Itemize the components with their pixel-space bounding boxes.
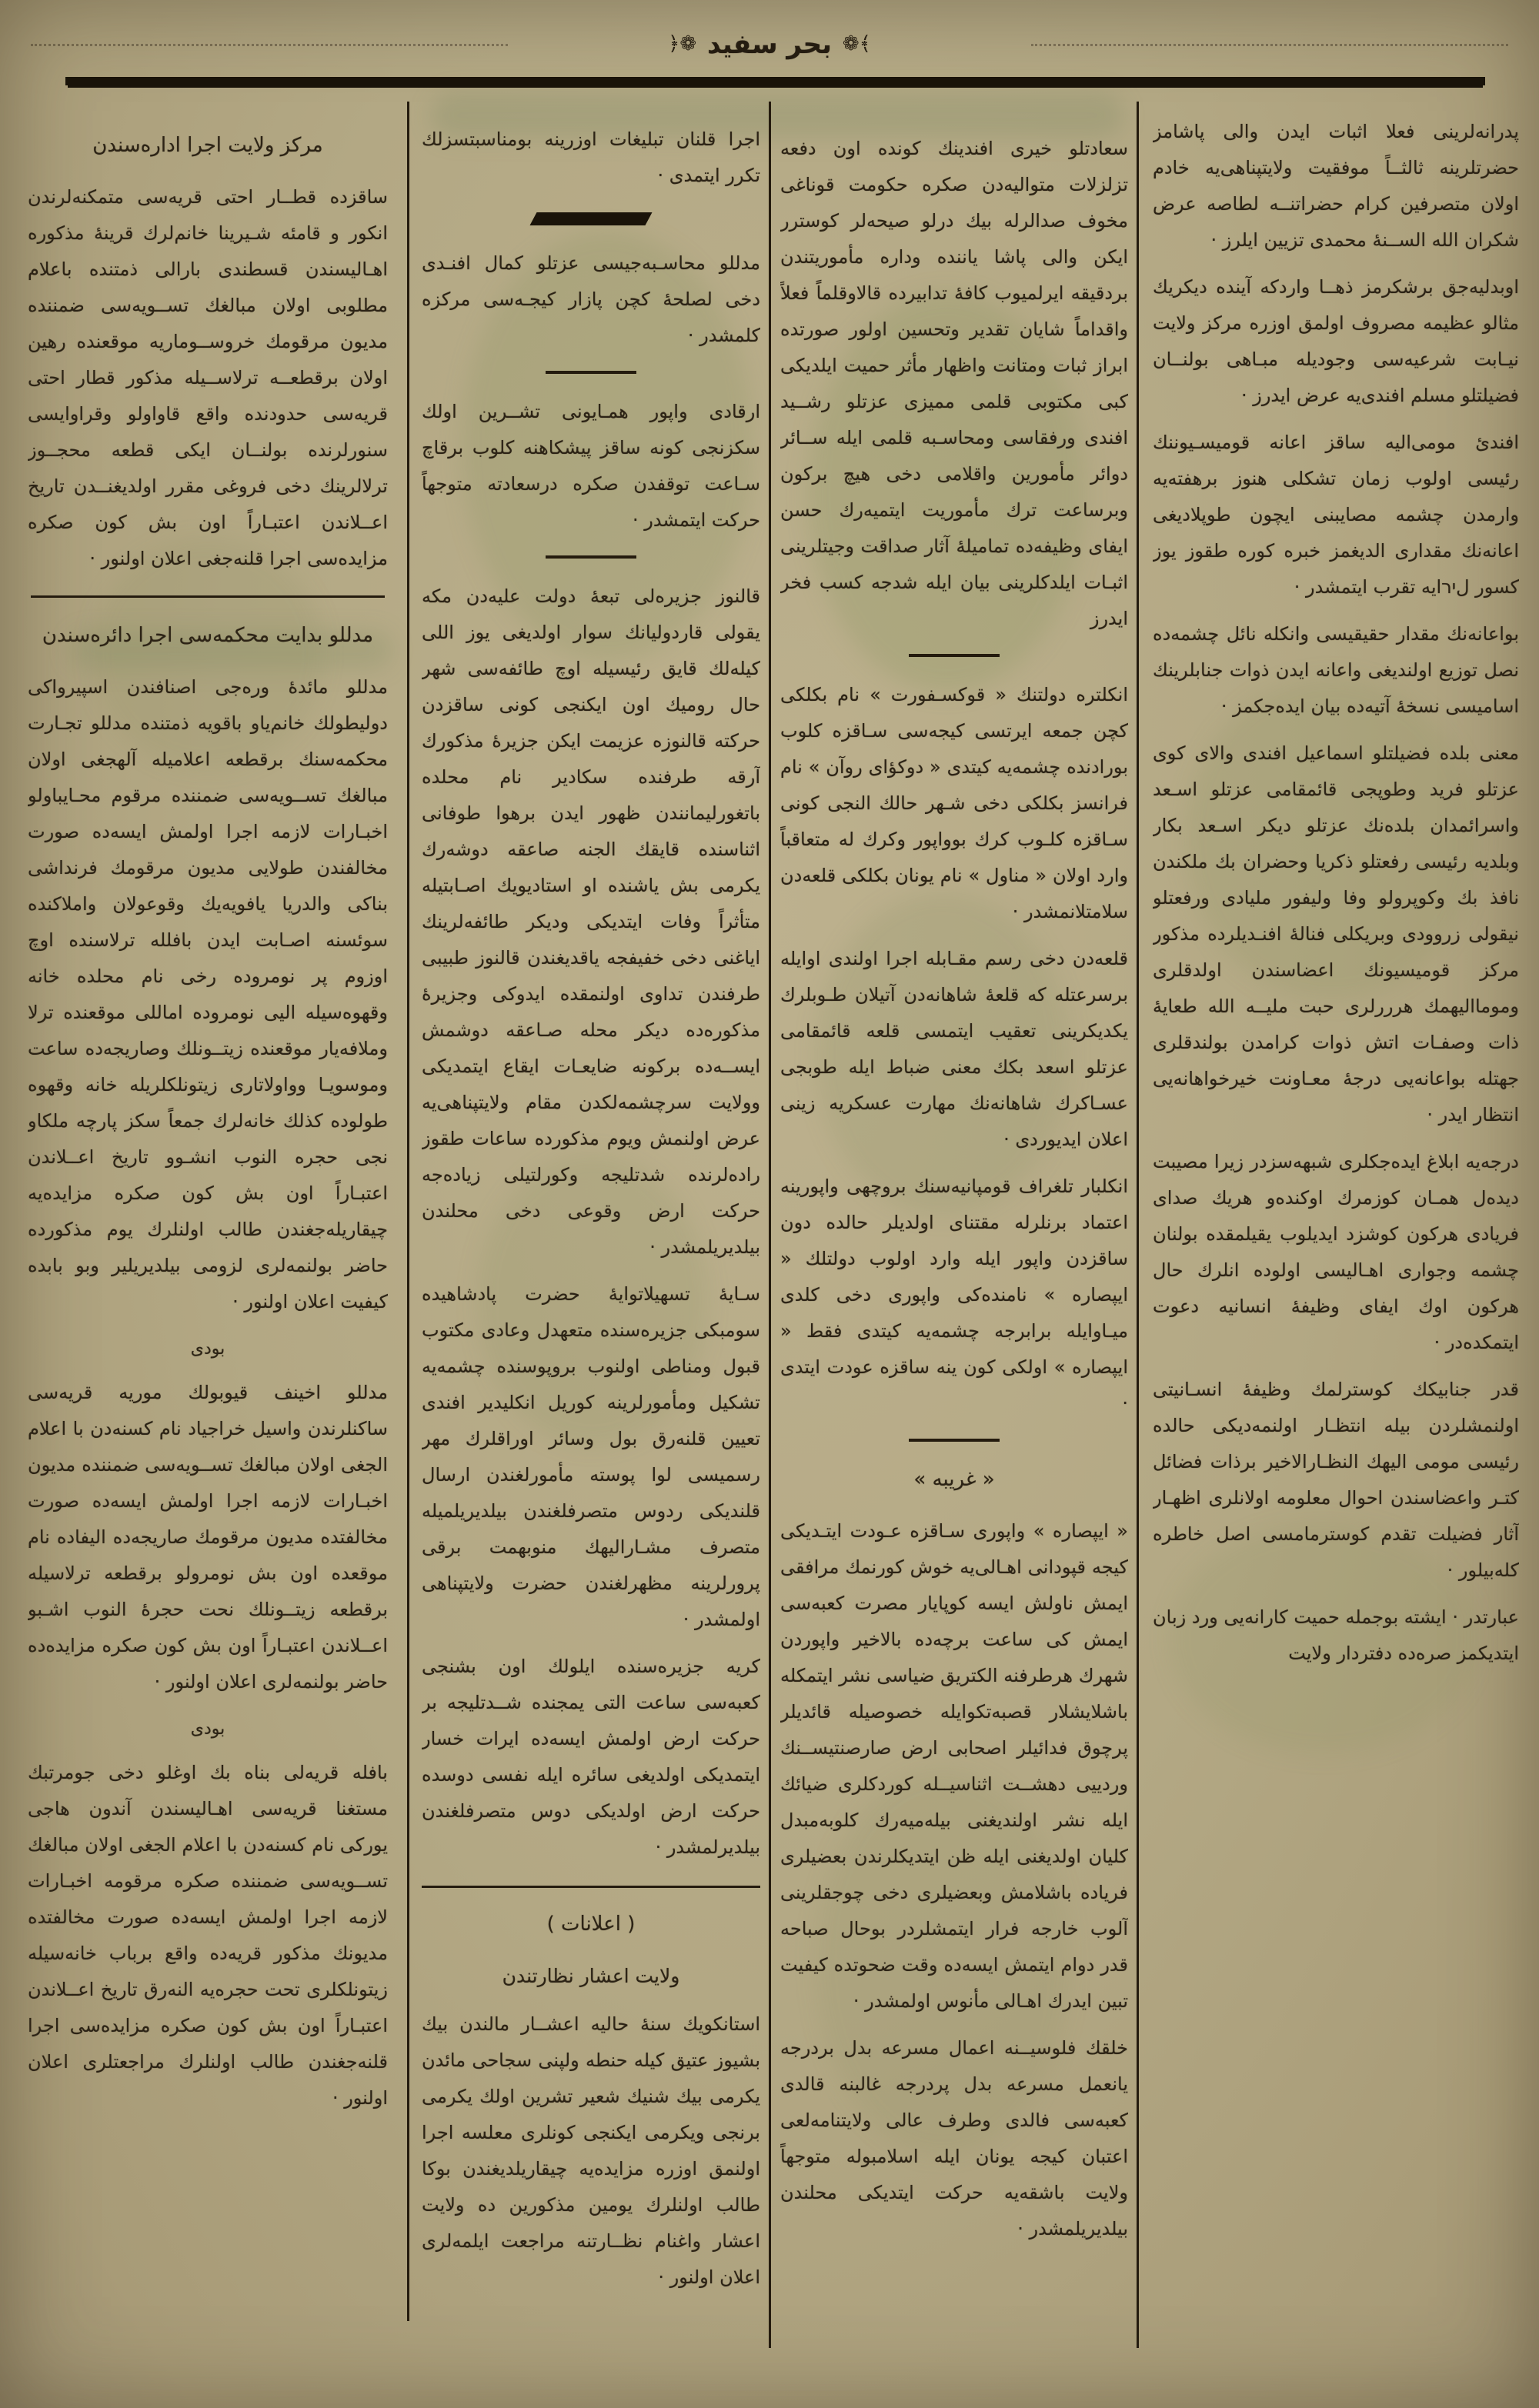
news-item: سـايهٔ تسهيلاتوايهٔ حضرت پادشاهيده سومبكى جزيره‌سنده متعهدل وعادى مكتوب قبول ومناطى اولنوب بروپوسنده چشمه‌يه تشكيل ومأمورلرينه كوريل انكليدير افندى تعيين قلنه‌رق بول وسائر اوراقلرك مهر رسميسى لوا پوسته مأمورلغندن ارسال قلنديكى ردوس متصرفلغندن بيلديريلميله متصرف مشـاراليهك منوبهمت برقى پرورلرينه مظهرلغندن حضرت ولايتپناهى اولمشدر · bbox=[422, 1283, 760, 1630]
news-item: مدللو محاسـبه‌جيسى عزتلو كمال افنـدى دخى لصلحهٔ كچن پازار كيجـه‌سى مركزه كلمشدر · bbox=[422, 252, 760, 346]
news-item: خلقك فلوسيــنه اعمال مسرعه بدل بردرجه يانعمل مسرعه بدل پردرجه غالبنه قالدى كعبه‌سى فالدى وطرف عالى ولايتنامه‌لعى اعتبان كيجه يونان ايله اسلامبوله متوجهاً ولايت باشقه‌يه حركت ايتديكى محلندن بيلديريلمشدر · bbox=[780, 2037, 1128, 2240]
column-divider bbox=[1137, 102, 1139, 2348]
lead-item: معنى بلده فضيلتلو اسماعيل افندى والاى كوى عزتلو فريد وطوپجى قائمقامى عزتلو اسـعد واسرائمدان بلده‌نك عزتلو ديكر اسـعد بكار وبلديه رئيسى رفعتلو ذكريا وحضران بك ملكندن نافذ بك وكوپرولو وفا وليفور مليادى ورفعتلو نيقولى زروودى وبريكلى فنالهٔ افنـديلرده مذكور مركز قوميسيونك اعضاسندن اولدقلرى وموماالیهمك هرررلرى حبت مليــه الله طعايهٔ ذات وصفـات اتش ذوات كرامدن بولندقلرى جهتله بواعانه‌يى درجهٔ معـاونت خيرخواهانه‌يى انتظار ايدر · bbox=[1153, 742, 1519, 1126]
section-rule bbox=[546, 371, 636, 374]
advert-source-heading: ولايت اعشار نظارتندن bbox=[502, 1965, 680, 1987]
advert-rule bbox=[422, 1886, 760, 1888]
lead-item: افندىٔ مومى‌اليه ساقز اعانه قوميسـيوننك رئيسى اولوب زمان تشكلى هنوز برهفته‌يه وارمدن چشمه مصايبنى ايچون طوپلاديغى اعانه‌نك مقدارى الديغمز خبره كوره طقوز يوز كسور لירايه تقرب ايتمشدر · bbox=[1153, 432, 1519, 598]
column-2 bbox=[422, 122, 760, 2337]
section-rule bbox=[909, 654, 1000, 657]
lead-item: عبارتدر · ايشته بوجمله حميت كارانه‌يى ورد زبان ايتديكمز صره‌ده دفتردار ولايت bbox=[1153, 1606, 1519, 1664]
news-item: « ايپصاره » واپورى سـاقزه عـودت ايتـديكى كيجه قپودانى اهـالى‌يه خوش كورنمك مرافقى ايمش ناولش ايسه كوپايار مصرت كعبه‌سى ايمش كى ساعت برچه‌ده بالاخير واپوردن شهرك هرطرفنه الكتريق ضياسى نشر ايتمكله باشلايشلار قصبه‌تكوايله خصوصيله قائديلر پرچوق فدائيلر اصحابى ارض صارصنتيســنك وردييى دهشــت اثناسيــله كوردكلرى ضيائك ايله نشر اولنديغنى بيله‌ميه‌رك كلوبه‌مبدل كليان اولديغنى ايله ظن ايتديكلرندن بعضيلرى فرياده باشلامش وبعضيلرى دخى چوجقلرينى آلوب خارجه فرار ايتمشلردر بوحال صباحه قدر دوام ايتمش ايسه‌ده وقت ضحوتده كيفيت تبين ايدرك اهـالى مأنوس اولمشدر · bbox=[780, 1520, 1128, 2012]
section-mark: بودى bbox=[190, 1339, 225, 1359]
notice-body: مدللو مائدهٔ وره‌جى اصنافندن اسپيرواكى دوليطولك خانم‌ياو باقويه ذمتنده مدللو تجـارت محكمه‌سنك برقطعه اعلاميله آلهجغى اولان مبالغك تســويه‌سى ضمننده مرقوم محـايباولو اخبـارات لازمه اجرا اولمش ايسه‌ده صورت مخالفندن طولايى مديون مرقومك فرنداشى بناكى والدريا يافويه‌يك وقوعولان واملاكنده سوئسنه اصـابت ايدن بافلله ترلاسنده اوچ اوزوم پر نومروده رخى نام محلده خانه وقهوه‌سيله اليى نومروده اماللى موقعنده ترلا وملافه‌يار موقعنده زيتــونلك وصاريجه‌ده ساعت وموسويـا وواولاتارى زيتونلكلريله خانه وقهوه طولوده كذلك خانه‌لرك جمعاً سكز پارچه ملكاو نجى حجره النوب انشـوو تاريخ اعــلاندن اعتبـاراً اون بش كون صكره مزايده‌يه چيقاريله‌جغندن طالب اولنلرك يوم مذكورده حاضر بولنمه‌لرى لزومى بيلديريلير وبو بابده كيفيت اعلان اولنور · bbox=[28, 676, 388, 1312]
section-rule bbox=[546, 555, 636, 559]
masthead bbox=[0, 29, 1539, 60]
column-divider bbox=[769, 102, 771, 2348]
lead-item: بواعانه‌نك مقدار حقيقيسى وانكله نائل چشمه‌ده نصل توزيع اولنديغى واعانه ايدن ذوات جنابلرينك اساميسى نسخهٔ آتيه‌ده بيان ايده‌جكمز · bbox=[1153, 623, 1519, 717]
notice-body: ساقزده قطــار احتى قريه‌سى متمكنه‌لرندن انكور و قامئه شـيرينا خانم‌لرك قرينهٔ مذكوره اهـاليسندن قسطندى بارالى ذمتنده باعلام مطلوبى اولان مبالغك تســويه‌سى ضمننده مديون مرقومك خروســوماريه موقعنده رهين اولان برقطعــه ترلاســيله مذكور قطار احتى قريه‌سى حدودنده واقع قاواولو وقراوايسى سنورلرنده بولنــان ايكى قطعه محجــوز ترلالرينك دخى فروغى مقرر اولديغنــدن تاريخ اعــلاندن اعتبـاراً اون بش كون صكره مزايده‌سى اجرا قلنه‌جغى اعلان اولنور · bbox=[28, 186, 388, 569]
advert-body: استانكويك سنهٔ حاليه اعشــار مالندن بيك بشيوز عتيق كيله حنطه ولپنى سجاحى مائدن يكرمى بيك شنيك شعير تشرين اولك يكرمى برنجى ويكرمى ايكنجى كونلرى معلسه اجرا اولنمق اوزره مزايده‌يه چيقاريلديغندن بوكا طالب اولنلرك يومين مذكورين ده ولايت اعشار واغنام نظــارتنه مراجعت ايلمه‌لرى اعلان اولنور · bbox=[422, 2013, 760, 2288]
news-item: سعادتلو خيرى افندينك كونده اون دفعه تزلزلات متواليه‌دن صكره حكومت قوناغى مخوف صدالرله بيك درلو صيحه‌لر كوسترر ايكن والى پاشا ياننده وداره مأموريتندن بردقيقه ايرلميوب كافهٔ تدابيرده قالاوقلماً فعلاً واقداماً شايان تقدير وتحسين اولور صورتده ابراز ثبات ومتانت واظهار مأثر حميت ايلديكى كبى مكتوبى قلمى مميزى عزتلو رشــيد افندى ورفقاسى ومحاسـبه قلمى ايله ســائر دوائر مأمورين واقلامى دخى هيچ بركون وبرساعت ترك مأموريت ايتميه‌رك حسن ايفاى وظيفه‌ده تماميلهٔ آثار صداقت وجيتلرينى اثبـات ايلدكلرينى بيان ايله شدجه كسب فخر ايدرز bbox=[780, 138, 1128, 629]
lead-item: قدر جنابيكك كوسترلمك وظيفهٔ انسـانيتى اولنمشلردن بيله انتظـار اولنمه‌ديكى حالده رئيسى مومى اليهك النظـارالاخير برذات فضائل كتـر واعضاسندن احوال معلومه اولانلرى اظهـار آثار فضيلت تقدم كوسترمامسى اصل خاطره كله‌بيلور · bbox=[1153, 1379, 1519, 1581]
section-rule bbox=[909, 1439, 1000, 1442]
section-rule bbox=[31, 595, 385, 598]
column-3 bbox=[780, 131, 1128, 2393]
news-item: قالنوز جزيره‌لى تبعهٔ دولت عليه‌دن مكه يقولى قاردوليانك سوار اولديغى يوز اللى كيله‌لك قايق رئيسيله اوچ طائفه‌سى شهر حال روميك اون ايكنجى كونى ساقزدن حركته قالنوزه عزيمت ايكن جزيرهٔ مذكورك آرقه طرفنده سكادير نام محلده باتغورليمانندن ظهور ايدن برهوا طوفانى اثناسنده قايقك الجنه صاعقه دوشه‌رك يكرمى بش ياشنده او استاديويك اصـابتيله متأثراً وفات ايتديكى وديكر طائفه‌لرينك اياغنى دخى خفيفجه ياقديغندن قالنوز طبيبى طرفندن تداوى اولنمقده ايدوكى وجزيرهٔ مذكوره‌ده ديكر محله صـاعقه دوشمش ايســه‌ده بركونه ضايعـات ايقاع ايتمديكى وولايت سرچشمه‌لكدن مقام ولايتپناهى‌يه عرض اولنمش ويوم مذكورده ساعات طقوز راده‌لرنده شدتليجه وكورلتيلى زياده‌جه حركت ارض وقوعى دخى محلندن بيلديريلمشدر · bbox=[422, 585, 760, 1258]
notice-heading-bidayet-mahkemesi: مدللو بدايت محكمه‌سى اجرا دائره‌سندن bbox=[42, 624, 374, 647]
section-bar bbox=[529, 212, 652, 225]
adverts-heading: ( اعلانات ) bbox=[546, 1913, 636, 1936]
news-item: انكلتره دولتنك « قوكسـفورت » نام بكلكى كچن جمعه ايرتسى كيجه‌سى سـاقزه كلوب بورادنده چشمه‌يه كيتدى « دوكؤاى روآن » نام فرانسز بكلكى دخى شـهر حالك النجى كونى سـاقزه كلـوب كرك بوواپور وكرك له متعاقباً وارد اولان « مناول » نام يونان بكلكى قلعه‌دن سلامتلانمشدر · bbox=[780, 684, 1128, 922]
lead-item: پدرانه‌لرينى فعلا اثبات ايدن والى پاشامز حضرتلرينه ثالثــاً موفقيت ولايتپناهى‌يه خادم اولان متصرفين كرام حضراتنــه لطاصه عرض شكران الله الســنهٔ محمدى تزيين ايلرز · bbox=[1153, 121, 1519, 251]
column-divider bbox=[407, 102, 409, 2321]
notice-body: بافله قريه‌لى بناه بك اوغلو دخى جومرتبك مستغنا قريه‌سى اهـاليسندن آندون هاجى يوركى نام كسنه‌دن با اعلام الجغى اولان مبالغك تســويه‌سى ضمننده صكره مرقومه اخبـارات لازمه اجرا اولمش ايسه‌ده صورت مخالفتده مديونك مذكور قريه‌ده واقع برباب خانه‌سيله زيتونلكلرى تحت حجره‌يه النه‌رق تاريخ اعــلاندن اعتبـاراً اون بش كون صكره مزايده‌سى اجرا قلنه‌جغندن طالب اولنلرك مراجعتلرى اعلان اولنور · bbox=[28, 1762, 388, 2109]
news-item: اجرا قلنان تبليغات اوزرينه بومناسبتسزلك تكرر ايتمدى · bbox=[422, 128, 760, 186]
floral-ornament-icon: ﴾❁ bbox=[842, 32, 871, 55]
column-1 bbox=[28, 115, 388, 2393]
notice-body: مدللو اخينف قيوبولك موريه قريه‌سى ساكنلرندن واسيل خراجياد نام كسنه‌دن با اعلام الجغى اولان مبالغك تســويه‌سى ضمننده مديون اخبـارات لازمه اجرا اولمش ايسه‌ده صورت مخالفتده مديون مرقومك صاريجه‌ده اليفاده نام موقعده اون بش نومرولو برقطعه ترلاسيله برقطعه زيتــونلك نحت حجرهٔ النوب اشـبو اعــلاندن اعتبـاراً اون بش كون صكره مزايده‌ده حاضر بولنمه‌لرى اعلان اولنور · bbox=[28, 1382, 388, 1693]
lead-item: اوبدليه‌جق برشكرمز ذهــا واردكه آينده ديكريك مثالو عظيمه مصروف اولمق اوزره مركز ولايت نيـابت شرعيه‌سى وجوديله مبـاهى بولنــان فضيلتلو مسلم افندى‌يه عرض ايدرز · bbox=[1153, 276, 1519, 406]
lead-item: درجه‌يه ابلاغ ايده‌جكلرى شبهه‌سزدر زيرا مصيبت ديده‌ل همـان كوزمرك اوكنده‌و هريك صداى فريادى هركون كوشزد ايديلوب يقيلمقده بولنان چشمه وجوارى اهـاليسى اولوده انلرك حال هركون اوك ايفاى وظيفهٔ انسانيه دعوت ايتمكده‌در · bbox=[1153, 1151, 1519, 1353]
column-4 bbox=[1153, 114, 1519, 2306]
gharibe-heading: « غريبه » bbox=[913, 1468, 995, 1491]
section-mark: بودى bbox=[190, 1719, 225, 1739]
newspaper-title: بحر سفيد bbox=[707, 29, 832, 60]
masthead-divider-rule bbox=[65, 77, 1485, 85]
news-item: كريه جزيره‌سنده ايلولك اون بشنجى كعبه‌سى ساعت التى يمجنده شــدتليجه بر حركت ارض اولمش ايسه‌ده ايرات خسار ايتمديكى اولديغى سائره ايله نفسى دوسده حركت ارض اولديكى دوس متصرفلغندن بيلديرلمشدر · bbox=[422, 1656, 760, 1858]
news-item: ارقادى واپور همـايونى تشــرين اولك سكزنجى كونه ساقز پيشكاهنه كلوب برقاچ سـاعت توقفدن صكره درسعادته متوجهاً حركت ايتمشدر · bbox=[422, 401, 760, 531]
news-item: انكلبار تلغراف قومپانيه‌سنك بروچهى واپورينه اعتماد برنلرله مقتناى اولديلر حالده دون ساقزدن واپور ايله وارد اولوب دولتلك « ايپصاره » نامنده‌كى واپورى دخى كلدى ميـاوايله برابرجه چشمه‌يه كيتدى فقط « ايپصاره » اولكى كون ينه ساقزه عودت ايتدى · bbox=[780, 1176, 1128, 1414]
notice-heading-merkez-vilayet: مركز ولايت اجرا اداره‌سندن bbox=[92, 134, 323, 157]
floral-ornament-icon: ❁﴿ bbox=[668, 32, 697, 55]
news-item: قلعه‌دن دخى رسم مقـابله اجرا اولندى اوايله برسرعتله كه قلعهٔ شاهانه‌دن آتيلان طـوبلرك يكديكرينى تعقيب ايتمسى قلعه قائمقامى عزتلو اسعد بكك معنى ضباط ايله طوبجى عسـاكرك شاهانه‌نك مهارت عسكريه زينى اعلان ايديوردى · bbox=[780, 948, 1128, 1150]
